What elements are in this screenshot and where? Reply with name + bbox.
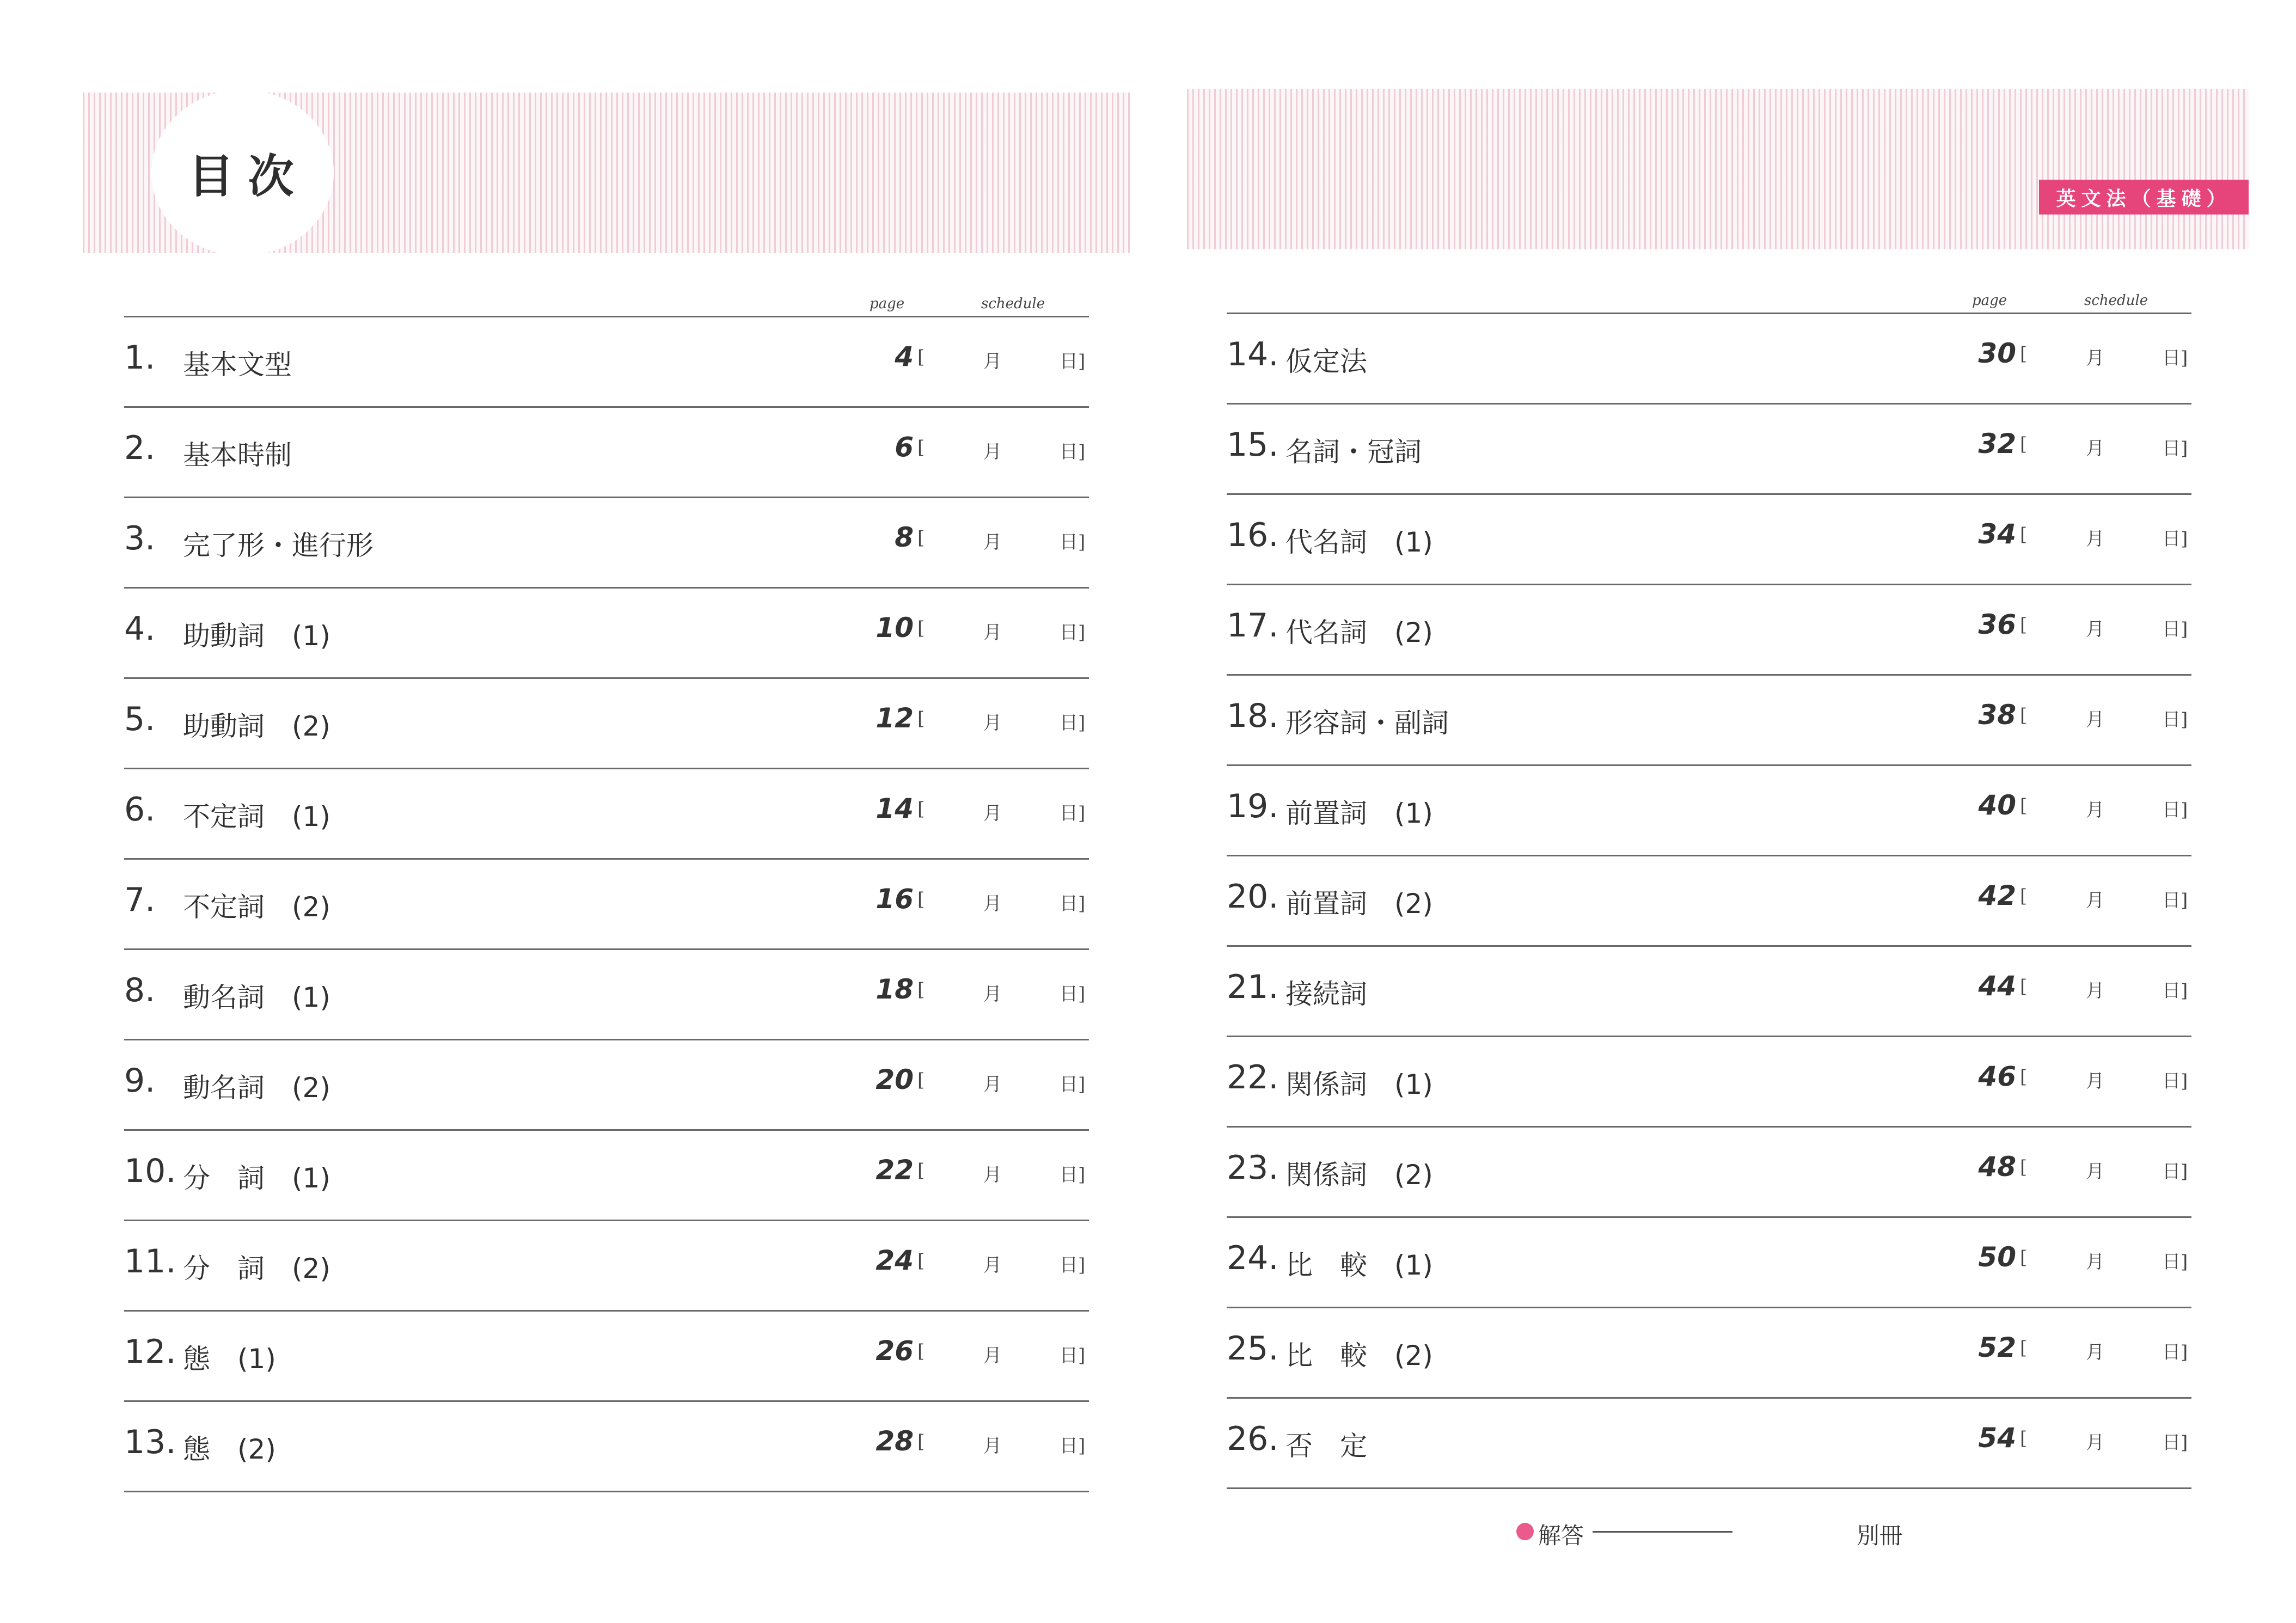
schedule-day-label: 日] <box>1060 803 1086 824</box>
toc-entry-page: 44 <box>1978 970 2016 1002</box>
schedule-open-bracket: [ <box>2020 1247 2028 1269</box>
schedule-month-label: 月 <box>2086 980 2104 1002</box>
toc-entry-page: 42 <box>1978 880 2016 911</box>
schedule-open-bracket: [ <box>917 527 925 549</box>
toc-entry-number: 24. <box>1227 1239 1279 1277</box>
schedule-open-bracket: [ <box>2020 885 2028 907</box>
schedule-open-bracket: [ <box>2020 1066 2028 1088</box>
toc-entry-title: 前置詞 (1) <box>1285 798 1433 829</box>
toc-entry-title: 基本文型 <box>183 349 292 381</box>
schedule-day-label: 日] <box>2162 618 2188 640</box>
title-circle <box>151 90 334 256</box>
schedule-day-label: 日] <box>1060 1254 1086 1276</box>
page-title: 目次 <box>188 150 308 203</box>
schedule-month-label: 月 <box>2086 1070 2104 1092</box>
toc-entry-left <box>124 1220 1089 1310</box>
schedule-open-bracket: [ <box>917 1431 925 1453</box>
toc-entry-number: 18. <box>1227 697 1279 735</box>
toc-entry-number: 20. <box>1227 878 1279 916</box>
schedule-open-bracket: [ <box>917 437 925 458</box>
schedule-day-label: 日] <box>2162 709 2188 731</box>
toc-entry-number: 7. <box>124 881 156 919</box>
toc-entry-title: 関係詞 (2) <box>1285 1159 1433 1191</box>
toc-entry-right <box>1227 855 2191 945</box>
toc-entry-left <box>124 768 1089 858</box>
schedule-day-label: 日] <box>2162 528 2188 550</box>
schedule-open-bracket: [ <box>917 617 925 639</box>
toc-entry-right <box>1227 1036 2191 1126</box>
schedule-month-label: 月 <box>2086 618 2104 640</box>
toc-entry-page: 22 <box>875 1154 914 1186</box>
pink-dot-icon <box>1516 1523 1534 1540</box>
schedule-day-label: 日] <box>2162 1070 2188 1092</box>
schedule-month-label: 月 <box>983 531 1002 553</box>
schedule-month-label: 月 <box>2086 1161 2104 1183</box>
toc-entry-page: 46 <box>1978 1061 2016 1092</box>
schedule-day-label: 日] <box>2162 1161 2188 1183</box>
schedule-day-label: 日] <box>2162 799 2188 821</box>
toc-entry-right <box>1227 493 2191 584</box>
toc-entry-number: 11. <box>124 1242 176 1281</box>
toc-entry-number: 1. <box>124 339 156 377</box>
toc-entry-page: 24 <box>875 1245 914 1276</box>
schedule-month-label: 月 <box>2086 890 2104 911</box>
schedule-day-label: 日] <box>2162 1432 2188 1454</box>
toc-entry-number: 3. <box>124 519 156 558</box>
schedule-day-label: 日] <box>2162 438 2188 460</box>
toc-entry-title: 形容詞・副詞 <box>1285 707 1449 739</box>
toc-entry-page: 54 <box>1978 1422 2016 1454</box>
toc-entry-number: 6. <box>124 791 156 829</box>
leader-line <box>1593 1531 1732 1533</box>
toc-entry-page: 32 <box>1978 428 2016 460</box>
schedule-month-label: 月 <box>2086 799 2104 821</box>
toc-entry-title: 名詞・冠詞 <box>1285 436 1422 468</box>
toc-entry-title: 分 詞 (2) <box>183 1253 330 1284</box>
schedule-month-label: 月 <box>983 1345 1002 1367</box>
toc-entry-left <box>124 587 1089 677</box>
schedule-day-label: 日] <box>2162 347 2188 369</box>
toc-entry-left <box>124 1310 1089 1400</box>
toc-entry-page: 28 <box>875 1425 914 1457</box>
toc-entry-title: 助動詞 (2) <box>183 711 330 742</box>
schedule-open-bracket: [ <box>917 979 925 1001</box>
toc-entry-number: 4. <box>124 610 156 648</box>
schedule-month-label: 月 <box>2086 1432 2104 1454</box>
schedule-open-bracket: [ <box>2020 343 2028 365</box>
toc-entry-page: 40 <box>1978 789 2016 821</box>
toc-entry-page: 12 <box>875 702 914 734</box>
schedule-open-bracket: [ <box>2020 433 2028 455</box>
schedule-month-label: 月 <box>983 1254 1002 1276</box>
toc-entry-title: 完了形・進行形 <box>183 530 374 561</box>
toc-entry-title: 前置詞 (2) <box>1285 888 1433 920</box>
schedule-day-label: 日] <box>1060 531 1086 553</box>
toc-entry-title: 比 較 (1) <box>1285 1250 1433 1281</box>
toc-entry-right <box>1227 945 2191 1036</box>
schedule-open-bracket: [ <box>917 1160 925 1181</box>
toc-entry-number: 14. <box>1227 335 1279 373</box>
schedule-day-label: 日] <box>1060 622 1086 644</box>
schedule-day-label: 日] <box>2162 1251 2188 1273</box>
schedule-month-label: 月 <box>983 983 1002 1005</box>
toc-entry-number: 10. <box>124 1152 176 1190</box>
schedule-open-bracket: [ <box>917 798 925 820</box>
schedule-month-label: 月 <box>2086 438 2104 460</box>
answer-destination: 別冊 <box>1857 1522 1903 1549</box>
toc-entry-page: 50 <box>1978 1241 2016 1273</box>
toc-entry-left <box>124 948 1089 1039</box>
toc-entry-left <box>124 1400 1089 1491</box>
schedule-day-label: 日] <box>1060 441 1086 463</box>
schedule-month-label: 月 <box>983 622 1002 644</box>
toc-entry-number: 8. <box>124 971 156 1009</box>
schedule-month-label: 月 <box>2086 709 2104 731</box>
toc-entry-page: 8 <box>895 522 914 553</box>
schedule-month-label: 月 <box>983 1164 1002 1186</box>
toc-entry-right <box>1227 403 2191 493</box>
schedule-day-label: 日] <box>2162 1342 2188 1363</box>
schedule-month-label: 月 <box>983 712 1002 734</box>
schedule-open-bracket: [ <box>2020 705 2028 726</box>
toc-row-rule <box>1227 1487 2191 1489</box>
schedule-open-bracket: [ <box>2020 1156 2028 1178</box>
schedule-open-bracket: [ <box>917 1250 925 1272</box>
schedule-day-label: 日] <box>1060 1074 1086 1095</box>
toc-entry-title: 比 較 (2) <box>1285 1340 1433 1371</box>
schedule-month-label: 月 <box>2086 528 2104 550</box>
toc-entry-page: 48 <box>1978 1151 2016 1183</box>
toc-entry-page: 34 <box>1978 518 2016 550</box>
toc-entry-number: 16. <box>1227 516 1279 554</box>
schedule-month-label: 月 <box>2086 1342 2104 1363</box>
schedule-day-label: 日] <box>1060 1345 1086 1367</box>
schedule-open-bracket: [ <box>2020 976 2028 997</box>
toc-entry-left <box>124 406 1089 497</box>
schedule-day-label: 日] <box>1060 712 1086 734</box>
schedule-month-label: 月 <box>983 893 1002 915</box>
toc-entry-title: 助動詞 (1) <box>183 620 330 652</box>
toc-entry-page: 16 <box>875 883 914 915</box>
toc-entry-right <box>1227 764 2191 855</box>
answer-footnote <box>1516 1515 1908 1547</box>
schedule-open-bracket: [ <box>917 708 925 730</box>
schedule-day-label: 日] <box>2162 890 2188 911</box>
schedule-open-bracket: [ <box>917 1069 925 1091</box>
header-stripe-band-right <box>1187 89 2249 249</box>
schedule-column-header-right: schedule <box>2084 292 2148 309</box>
toc-entry-number: 22. <box>1227 1058 1279 1097</box>
toc-entry-left <box>124 1039 1089 1129</box>
schedule-open-bracket: [ <box>917 1340 925 1362</box>
toc-entry-title: 代名詞 (2) <box>1285 617 1433 648</box>
toc-entry-title: 動名詞 (2) <box>183 1072 330 1104</box>
toc-entry-page: 18 <box>875 973 914 1005</box>
schedule-month-label: 月 <box>983 351 1002 372</box>
toc-entry-page: 4 <box>895 341 914 372</box>
toc-entry-page: 26 <box>875 1335 914 1367</box>
schedule-month-label: 月 <box>2086 347 2104 369</box>
toc-entry-page: 14 <box>875 793 914 824</box>
schedule-open-bracket: [ <box>2020 795 2028 817</box>
schedule-day-label: 日] <box>1060 1435 1086 1457</box>
toc-entry-title: 仮定法 <box>1285 346 1367 377</box>
toc-row-rule <box>124 1491 1089 1492</box>
toc-entry-number: 17. <box>1227 607 1279 645</box>
toc-entry-right <box>1227 1126 2191 1216</box>
schedule-month-label: 月 <box>2086 1251 2104 1273</box>
toc-entry-left <box>124 1129 1089 1220</box>
toc-entry-title: 不定詞 (1) <box>183 801 330 832</box>
toc-entry-number: 12. <box>124 1333 176 1371</box>
toc-entry-page: 10 <box>875 612 914 644</box>
toc-entry-page: 30 <box>1978 338 2016 369</box>
toc-entry-left <box>124 497 1089 587</box>
schedule-day-label: 日] <box>1060 1164 1086 1186</box>
toc-entry-title: 否 定 <box>1285 1430 1367 1462</box>
toc-entry-left <box>124 316 1089 406</box>
page-column-header-left: page <box>870 296 905 312</box>
subject-badge: 英文法（基礎） <box>2039 180 2249 215</box>
toc-entry-page: 52 <box>1978 1332 2016 1363</box>
toc-entry-number: 5. <box>124 700 156 738</box>
toc-entry-right <box>1227 1397 2191 1487</box>
schedule-month-label: 月 <box>983 803 1002 824</box>
toc-entry-right <box>1227 1216 2191 1307</box>
schedule-month-label: 月 <box>983 1074 1002 1095</box>
toc-entry-number: 15. <box>1227 426 1279 464</box>
toc-entry-title: 態 (2) <box>183 1434 276 1465</box>
schedule-open-bracket: [ <box>917 346 925 368</box>
toc-entry-title: 代名詞 (1) <box>1285 526 1433 558</box>
toc-entry-number: 19. <box>1227 787 1279 825</box>
schedule-day-label: 日] <box>1060 351 1086 372</box>
schedule-open-bracket: [ <box>2020 524 2028 546</box>
toc-entry-title: 分 詞 (1) <box>183 1162 330 1194</box>
toc-entry-right <box>1227 584 2191 674</box>
schedule-day-label: 日] <box>1060 893 1086 915</box>
schedule-open-bracket: [ <box>917 889 925 910</box>
toc-entry-number: 23. <box>1227 1149 1279 1187</box>
toc-entry-left <box>124 677 1089 768</box>
toc-entry-title: 態 (1) <box>183 1343 276 1375</box>
schedule-open-bracket: [ <box>2020 1337 2028 1359</box>
schedule-month-label: 月 <box>983 441 1002 463</box>
toc-entry-title: 基本時制 <box>183 439 292 471</box>
toc-entry-number: 21. <box>1227 968 1279 1006</box>
answer-label: 解答 <box>1538 1522 1584 1549</box>
toc-entry-number: 9. <box>124 1062 156 1100</box>
toc-entry-right <box>1227 1307 2191 1397</box>
schedule-day-label: 日] <box>1060 983 1086 1005</box>
toc-entry-left <box>124 858 1089 948</box>
toc-entry-page: 6 <box>895 431 914 463</box>
toc-entry-title: 接続詞 <box>1285 978 1367 1010</box>
toc-entry-page: 20 <box>875 1064 914 1095</box>
toc-entry-number: 26. <box>1227 1420 1279 1458</box>
toc-entry-number: 13. <box>124 1423 176 1461</box>
toc-entry-right <box>1227 313 2191 403</box>
toc-entry-page: 36 <box>1978 609 2016 640</box>
toc-entry-title: 動名詞 (1) <box>183 982 330 1013</box>
toc-entry-right <box>1227 674 2191 764</box>
toc-entry-number: 25. <box>1227 1330 1279 1368</box>
toc-entry-page: 38 <box>1978 699 2016 731</box>
toc-entry-title: 不定詞 (2) <box>183 891 330 923</box>
page-column-header-right: page <box>1972 292 2007 309</box>
toc-entry-number: 2. <box>124 429 156 467</box>
schedule-column-header-left: schedule <box>981 296 1045 312</box>
schedule-day-label: 日] <box>2162 980 2188 1002</box>
toc-entry-title: 関係詞 (1) <box>1285 1069 1433 1100</box>
schedule-open-bracket: [ <box>2020 614 2028 636</box>
schedule-month-label: 月 <box>983 1435 1002 1457</box>
schedule-open-bracket: [ <box>2020 1428 2028 1449</box>
